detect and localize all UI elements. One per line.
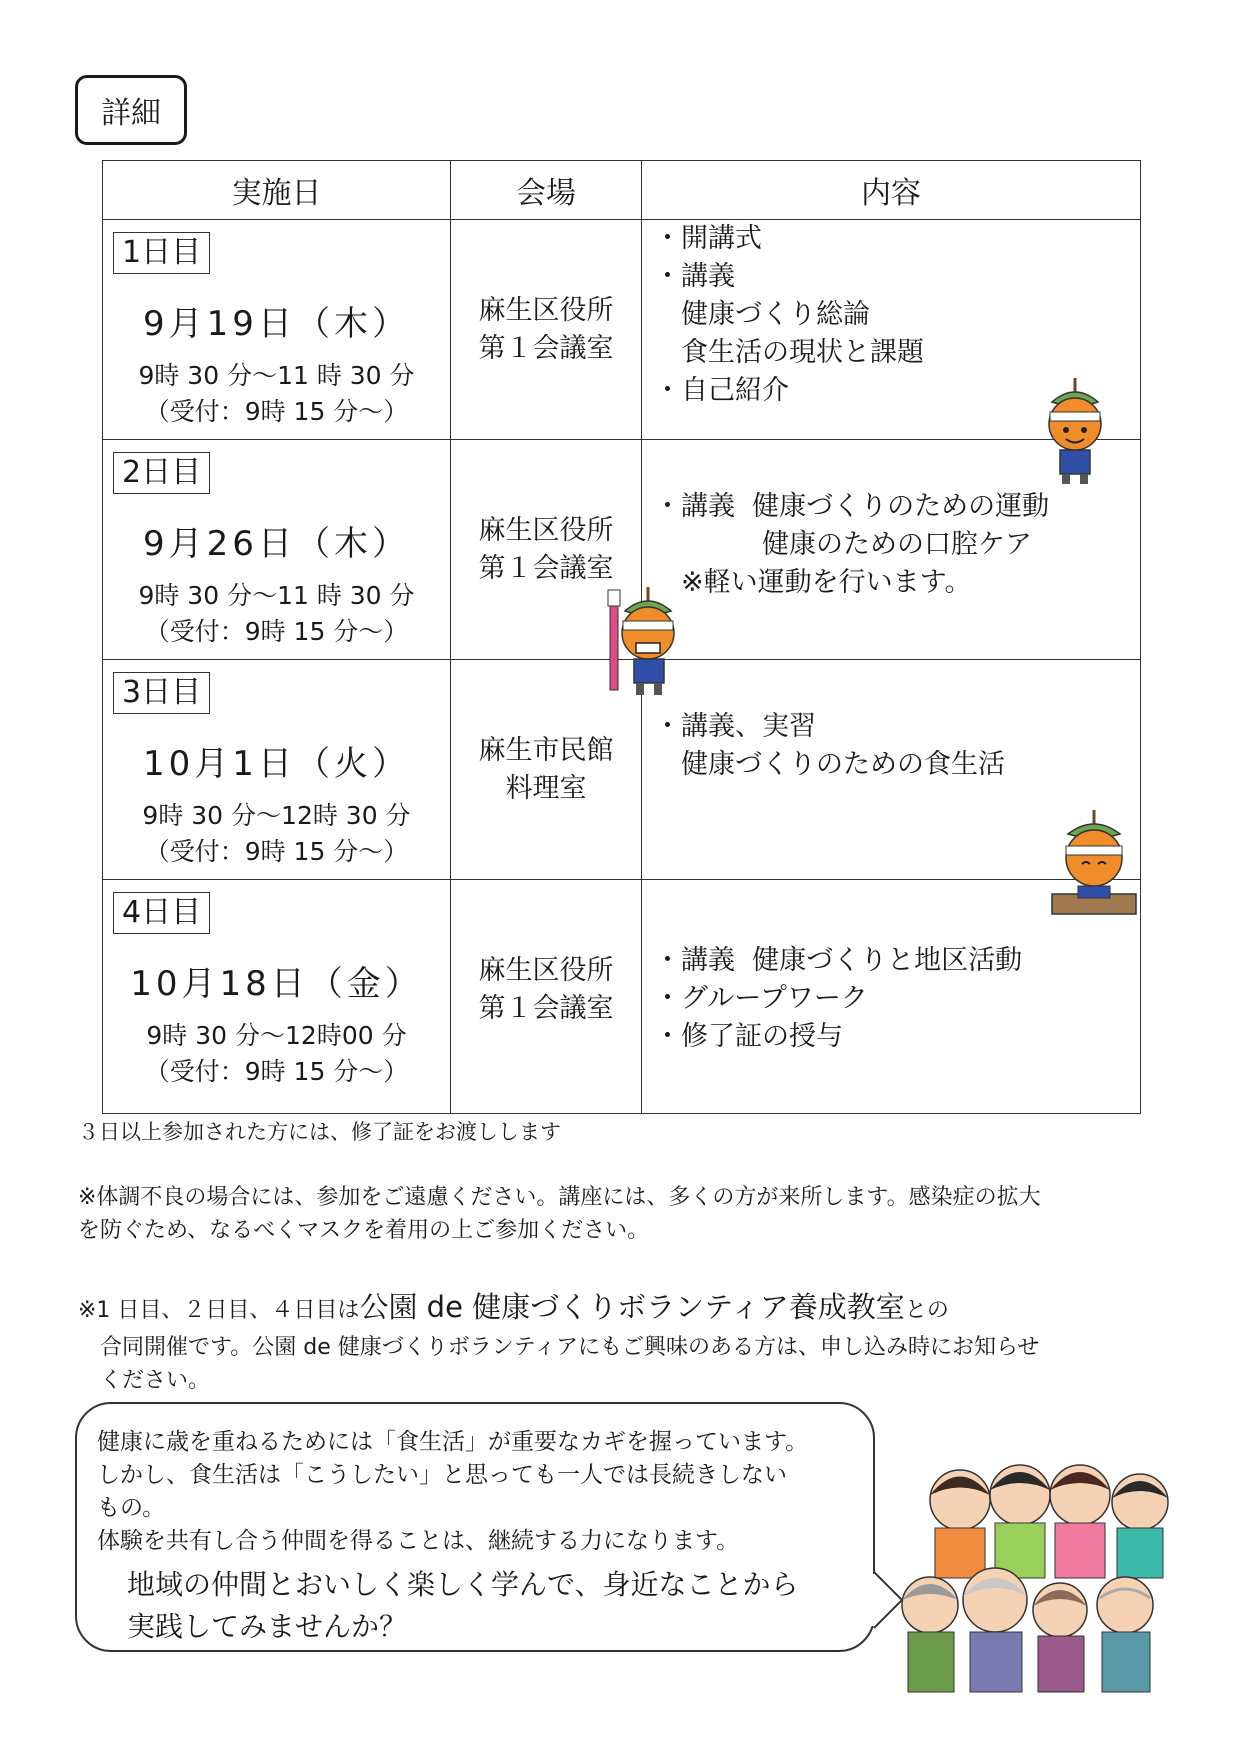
mascot-toothbrush-icon xyxy=(598,585,688,700)
venue-cell xyxy=(451,220,642,440)
content-line: ・講義、実習 xyxy=(654,711,816,742)
health-note-line2: を防ぐため、なるべくマスクを着用の上ご参加ください。 xyxy=(78,1218,650,1243)
content-line: 食生活の現状と課題 xyxy=(654,337,924,368)
header-content: 内容 xyxy=(642,161,1141,220)
session-time: 9時 30 分～12時00 分 xyxy=(146,1021,407,1050)
content-line: ・講義 健康づくりと地区活動 xyxy=(654,945,1023,976)
venue-line: 麻生区役所 xyxy=(478,295,614,326)
session-time: 9時 30 分～11 時 30 分 xyxy=(138,361,415,390)
joint-note-prefix: ※1 日目、２日目、４日目は xyxy=(78,1298,360,1323)
day-badge: 1日目 xyxy=(113,232,210,274)
content-line: 健康のための口腔ケア xyxy=(654,529,1032,560)
venue-line: 第１会議室 xyxy=(478,993,614,1024)
venue-line: 麻生区役所 xyxy=(478,515,614,546)
table-header-row xyxy=(103,161,1141,220)
header-venue: 会場 xyxy=(451,161,642,220)
reception-time: （受付：9時 15 分～） xyxy=(144,837,409,866)
session-date: 10月1日（火） xyxy=(143,744,410,784)
joint-note-line3: ください。 xyxy=(100,1368,211,1393)
header-date: 実施日 xyxy=(103,161,451,220)
table-row xyxy=(103,220,1141,440)
date-cell xyxy=(103,440,451,660)
content-line: ・講義 健康づくりのための運動 xyxy=(654,491,1050,522)
bubble-emphasis: 実践してみませんか？ xyxy=(127,1610,408,1643)
venue-line: 料理室 xyxy=(505,773,587,804)
details-heading-box xyxy=(75,75,187,145)
joint-note-line1 xyxy=(78,1288,949,1330)
bubble-line: 健康に歳を重ねるためには「食生活」が重要なカギを握っています。 xyxy=(97,1429,809,1455)
session-date: 9月26日（木） xyxy=(143,524,410,564)
date-cell xyxy=(103,220,451,440)
reception-time: （受付：9時 15 分～） xyxy=(144,397,409,426)
session-time: 9時 30 分～12時 30 分 xyxy=(142,801,411,830)
table-row xyxy=(103,880,1141,1114)
venue-line: 第１会議室 xyxy=(478,553,614,584)
date-cell xyxy=(103,880,451,1114)
bubble-line: 体験を共有し合う仲間を得ることは、継続する力になります。 xyxy=(97,1528,740,1554)
venue-line: 麻生市民館 xyxy=(478,735,614,766)
content-line: ・講義 xyxy=(654,261,735,292)
day-badge: 3日目 xyxy=(113,672,210,714)
day-badge: 4日目 xyxy=(113,892,210,934)
venue-cell xyxy=(451,880,642,1114)
bubble-emphasis: 地域の仲間とおいしく楽しく学んで、身近なことから xyxy=(127,1568,799,1601)
bubble-line: もの。 xyxy=(97,1495,166,1521)
mascot-icon xyxy=(1030,376,1120,486)
reception-time: （受付：9時 15 分～） xyxy=(144,617,409,646)
mascot-cooking-icon xyxy=(1048,808,1140,928)
details-heading: 詳細 xyxy=(101,96,161,131)
speech-bubble xyxy=(75,1402,875,1652)
venue-line: 麻生区役所 xyxy=(478,955,614,986)
venue-line: 第１会議室 xyxy=(478,333,614,364)
joint-note-suffix: との xyxy=(904,1298,949,1323)
content-line: ※軽い運動を行います。 xyxy=(654,567,972,598)
session-date: 9月19日（木） xyxy=(143,304,410,344)
session-date: 10月18日（金） xyxy=(130,964,423,1004)
joint-program-name: 公園 de 健康づくりボランティア養成教室 xyxy=(359,1290,905,1324)
certificate-note: ３日以上参加された方には、修了証をお渡しします xyxy=(78,1120,561,1144)
health-note-line1: ※体調不良の場合には、参加をご遠慮ください。講座には、多くの方が来所します。感染症の拡大 xyxy=(78,1185,1041,1210)
joint-note-line2: 合同開催です。公園 de 健康づくりボランティアにもご興味のある方は、申し込み時にお知らせ xyxy=(100,1335,1040,1360)
date-cell xyxy=(103,660,451,880)
reception-time: （受付：9時 15 分～） xyxy=(144,1057,409,1086)
bubble-line: しかし、食生活は「こうしたい」と思っても一人では長続きしない xyxy=(97,1462,787,1488)
content-line: 健康づくり総論 xyxy=(654,299,870,330)
group-of-people-icon xyxy=(890,1440,1190,1700)
content-line: ・自己紹介 xyxy=(654,375,789,406)
day-badge: 2日目 xyxy=(113,452,210,494)
content-line: ・開講式 xyxy=(654,223,762,254)
content-line: 健康づくりのための食生活 xyxy=(654,749,1005,780)
session-time: 9時 30 分～11 時 30 分 xyxy=(138,581,415,610)
content-line: ・修了証の授与 xyxy=(654,1021,843,1052)
content-line: ・グループワーク xyxy=(654,983,868,1014)
